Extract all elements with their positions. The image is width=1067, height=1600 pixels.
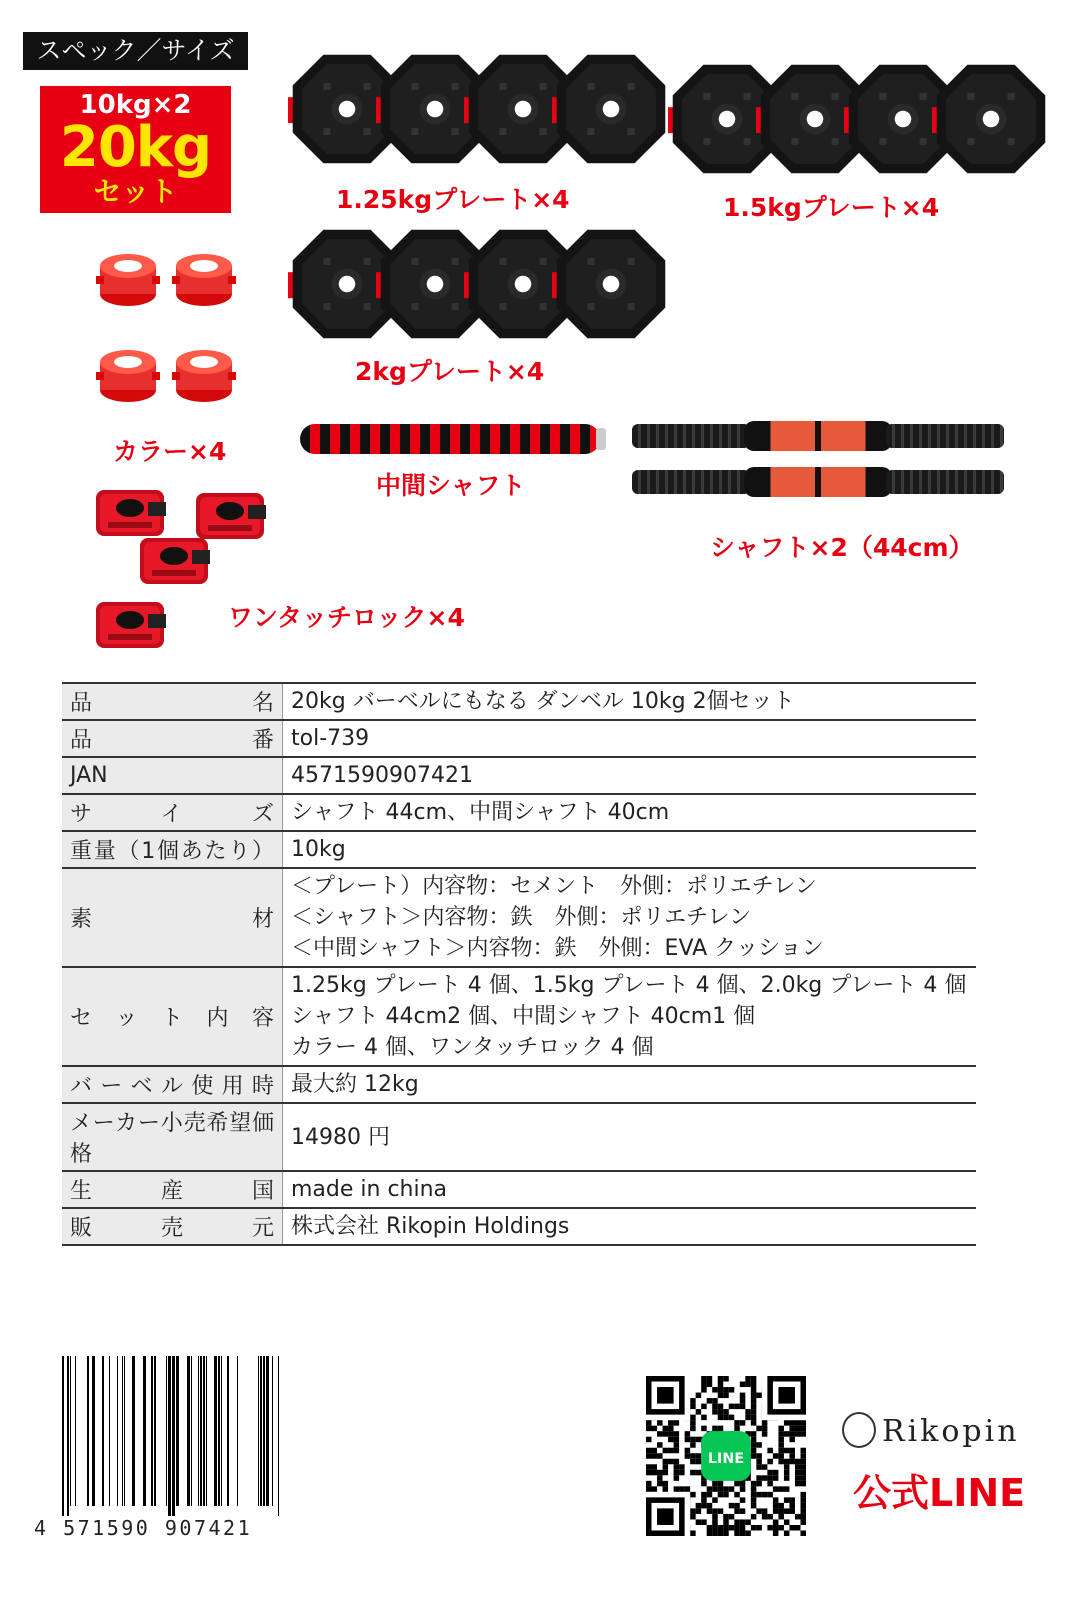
spec-label-text: サイズ bbox=[70, 802, 274, 827]
shaft-image bbox=[632, 421, 1004, 451]
line-badge-text: LINE bbox=[707, 1451, 745, 1468]
spec-value bbox=[283, 831, 977, 868]
spec-row bbox=[62, 683, 976, 720]
spec-value-line: 4571590907421 bbox=[291, 763, 473, 788]
spec-label bbox=[62, 757, 283, 794]
spec-value bbox=[283, 1208, 977, 1245]
spec-label bbox=[62, 967, 283, 1066]
spec-value bbox=[283, 720, 977, 757]
spec-label bbox=[62, 720, 283, 757]
plate-image bbox=[552, 50, 670, 168]
spec-value-line: カラー 4 個、ワンタッチロック 4 個 bbox=[291, 1035, 654, 1060]
shaft-label: シャフト×2（44cm） bbox=[710, 533, 974, 562]
spec-label bbox=[62, 1208, 283, 1245]
spec-row bbox=[62, 757, 976, 794]
spec-label-text: 品名 bbox=[70, 691, 274, 716]
crown-icon bbox=[842, 1412, 876, 1448]
badge-line1: 10kg×2 bbox=[79, 90, 192, 120]
barcode-number: 4 571590 907421 bbox=[34, 1516, 253, 1540]
spec-value bbox=[283, 868, 977, 967]
spec-value-line: tol-739 bbox=[291, 726, 370, 751]
spec-label-text: 重量（1個あたり） bbox=[70, 839, 274, 864]
plate-group-2 bbox=[288, 225, 640, 343]
spec-label bbox=[62, 1066, 283, 1103]
spec-value-line: made in china bbox=[291, 1177, 448, 1202]
official-line-label: 公式LINE bbox=[853, 1471, 1026, 1515]
spec-row bbox=[62, 1066, 976, 1103]
spec-row bbox=[62, 1103, 976, 1171]
brand-name: Rikopin bbox=[882, 1414, 1020, 1449]
spec-value bbox=[283, 1103, 977, 1171]
spec-row bbox=[62, 1171, 976, 1208]
lock-image bbox=[134, 530, 214, 592]
plate-group-15 bbox=[668, 60, 1020, 178]
collar-image bbox=[96, 346, 160, 406]
plate-2-label: 2kgプレート×4 bbox=[355, 357, 545, 386]
spec-row bbox=[62, 794, 976, 831]
spec-row bbox=[62, 720, 976, 757]
spec-value-line: ＜プレート）内容物：セメント 外側：ポリエチレン bbox=[291, 874, 817, 899]
plate-15-label: 1.5kgプレート×4 bbox=[723, 193, 940, 222]
plate-image bbox=[932, 60, 1050, 178]
spec-value-line: 10kg bbox=[291, 837, 346, 862]
spec-value-line: 1.25kg プレート 4 個、1.5kg プレート 4 個、2.0kg プレート 4 個 bbox=[291, 973, 967, 998]
spec-label bbox=[62, 868, 283, 967]
rikopin-logo bbox=[842, 1414, 1020, 1451]
collar-label: カラー×4 bbox=[113, 437, 227, 466]
line-qr-code[interactable] bbox=[646, 1376, 806, 1536]
spec-value-line: シャフト 44cm、中間シャフト 40cm bbox=[291, 800, 670, 825]
spec-value bbox=[283, 794, 977, 831]
spec-label-text: 生産国 bbox=[70, 1179, 274, 1204]
collar-image bbox=[172, 346, 236, 406]
badge-line2: 20kg bbox=[59, 115, 212, 180]
spec-label-text: セット内容 bbox=[70, 1006, 274, 1031]
spec-value bbox=[283, 1066, 977, 1103]
collar-image bbox=[96, 250, 160, 310]
spec-value-line: 20kg バーベルにもなる ダンベル 10kg 2個セット bbox=[291, 689, 795, 714]
spec-row bbox=[62, 1208, 976, 1245]
plate-group-125 bbox=[288, 50, 640, 168]
spec-table bbox=[62, 682, 976, 1246]
plate-image bbox=[552, 225, 670, 343]
spec-label bbox=[62, 794, 283, 831]
spec-value-line: ＜シャフト＞内容物：鉄 外側：ポリエチレン bbox=[291, 905, 752, 930]
spec-value bbox=[283, 683, 977, 720]
spec-label bbox=[62, 1171, 283, 1208]
mid-shaft-image bbox=[300, 424, 600, 454]
spec-label-text: 品番 bbox=[70, 728, 274, 753]
barcode-image bbox=[62, 1356, 280, 1516]
weight-badge bbox=[40, 86, 231, 213]
spec-label-text: 販売元 bbox=[70, 1216, 274, 1241]
spec-value-line: 株式会社 Rikopin Holdings bbox=[291, 1214, 570, 1239]
spec-value-line: シャフト 44cm2 個、中間シャフト 40cm1 個 bbox=[291, 1004, 756, 1029]
spec-value-line: ＜中間シャフト＞内容物：鉄 外側：EVA クッション bbox=[291, 936, 824, 961]
spec-label-text: バーベル使用時 bbox=[70, 1074, 274, 1099]
spec-label-text: JAN bbox=[70, 763, 108, 788]
spec-label-text: メーカー小売希望価格 bbox=[70, 1111, 274, 1167]
spec-value bbox=[283, 967, 977, 1066]
collar-image bbox=[172, 250, 236, 310]
spec-row bbox=[62, 868, 976, 967]
lock-image bbox=[90, 594, 170, 656]
spec-label bbox=[62, 1103, 283, 1171]
spec-label bbox=[62, 831, 283, 868]
spec-row bbox=[62, 831, 976, 868]
plate-125-label: 1.25kgプレート×4 bbox=[336, 185, 570, 214]
spec-row bbox=[62, 967, 976, 1066]
spec-size-tag: スペック／サイズ bbox=[23, 32, 248, 70]
lock-label: ワンタッチロック×4 bbox=[228, 603, 465, 632]
mid-shaft-label: 中間シャフト bbox=[376, 471, 526, 500]
badge-line3: セット bbox=[93, 175, 178, 208]
spec-label-text: 素材 bbox=[70, 907, 274, 932]
spec-value bbox=[283, 757, 977, 794]
shaft-image bbox=[632, 467, 1004, 497]
spec-value-line: 最大約 12kg bbox=[291, 1072, 419, 1097]
spec-value-line: 14980 円 bbox=[291, 1124, 390, 1150]
spec-label bbox=[62, 683, 283, 720]
spec-value bbox=[283, 1171, 977, 1208]
